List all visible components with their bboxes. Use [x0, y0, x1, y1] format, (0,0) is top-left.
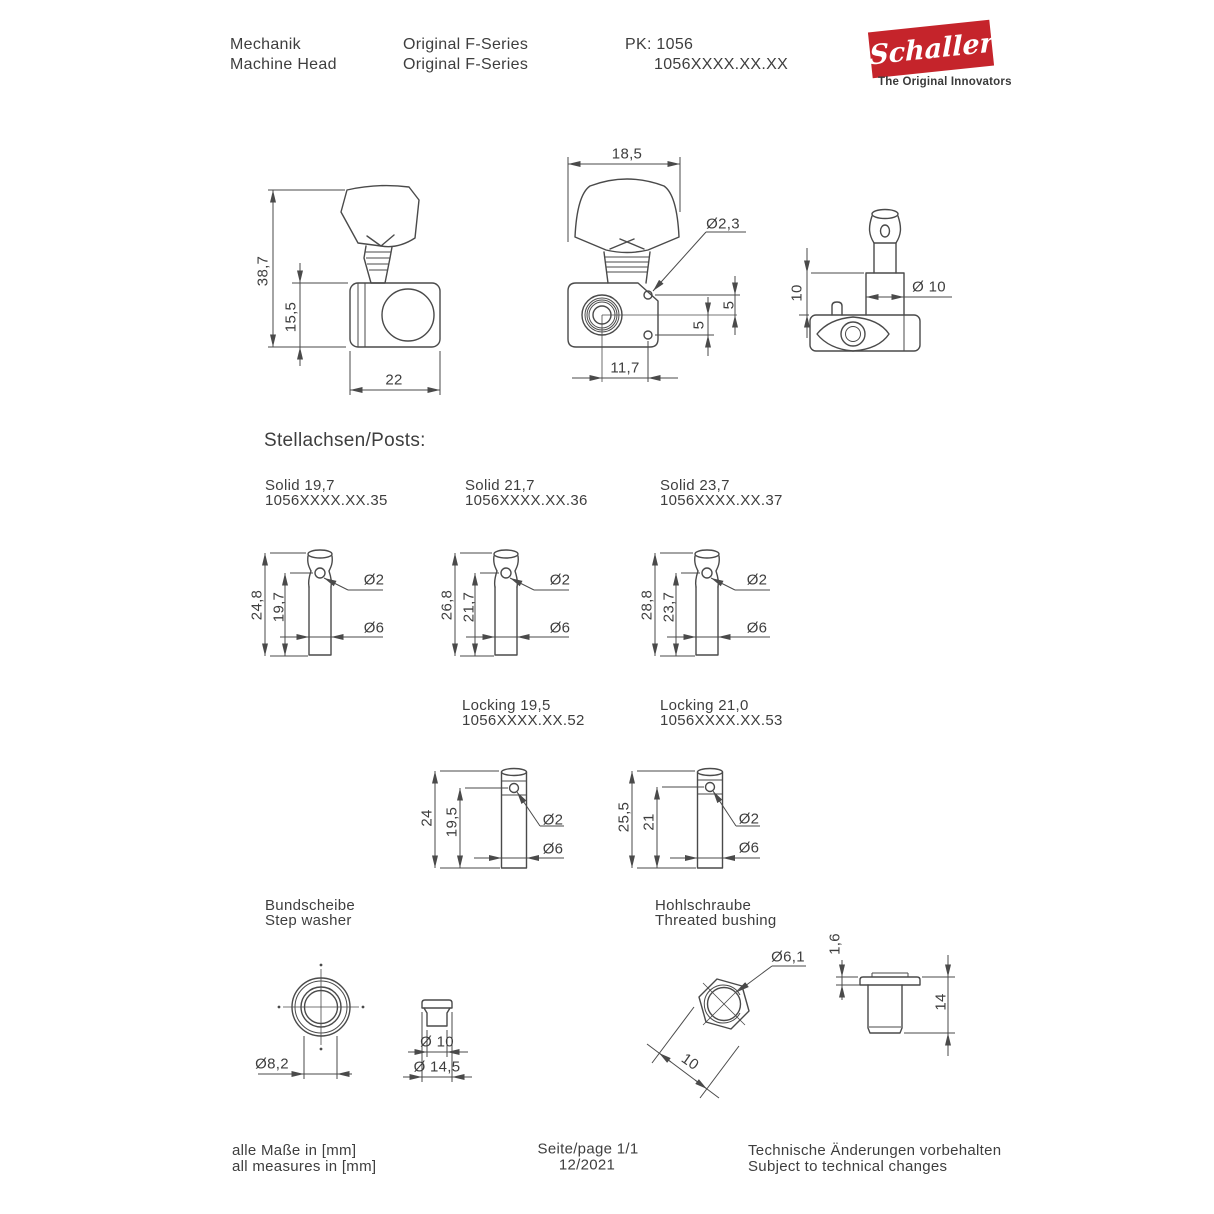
dim-body-width: 22: [385, 371, 403, 389]
solid-1-dim-post-dia: Ø6: [363, 619, 385, 637]
dim-hole-offset-upper: 5: [720, 300, 738, 310]
solid-post-2-code: 1056XXXX.XX.36: [465, 492, 588, 509]
footer-note-en: Subject to technical changes: [748, 1158, 948, 1175]
locking-post-1-name: Locking 19,5: [462, 697, 551, 714]
locking-1-dim-post-dia: Ø6: [542, 840, 564, 858]
dim-screw-hole-dia: Ø2,3: [706, 215, 740, 233]
solid-post-1-name: Solid 19,7: [265, 477, 335, 494]
pk-order-code: 1056XXXX.XX.XX: [654, 56, 789, 73]
series-en: Original F-Series: [403, 56, 529, 73]
locking-2-dim-overall: 25,5: [615, 801, 633, 833]
dim-overall-height: 38,7: [254, 255, 272, 287]
locking-post-2-name: Locking 21,0: [660, 697, 749, 714]
footer-units-de: alle Maße in [mm]: [232, 1142, 357, 1159]
dim-post-height: 10: [788, 284, 806, 302]
washer-name-en: Step washer: [265, 912, 352, 929]
solid-post-2-name: Solid 21,7: [465, 477, 535, 494]
brand-tagline: The Original Innovators: [878, 76, 1012, 88]
dim-post-dia: Ø 10: [912, 278, 946, 296]
title-en: Machine Head: [230, 56, 337, 73]
solid-3-dim-post-dia: Ø6: [746, 619, 768, 637]
pk-number: PK: 1056: [625, 36, 694, 53]
washer-dim-bore: Ø8,2: [255, 1055, 289, 1073]
solid-1-dim-overall: 24,8: [248, 589, 266, 621]
dim-hole-spacing: 11,7: [610, 359, 640, 377]
brand-wordmark: Schaller: [868, 26, 994, 72]
locking-1-dim-string-hole: Ø2: [542, 811, 564, 829]
dim-button-width: 18,5: [611, 145, 643, 163]
washer-dim-outer: Ø 14,5: [413, 1058, 461, 1076]
front-view-drawing: [568, 157, 746, 382]
washer-name-de: Bundscheibe: [265, 897, 356, 914]
bushing-dim-overall-height: 14: [932, 993, 950, 1011]
locking-post-1-code: 1056XXXX.XX.52: [462, 712, 585, 729]
solid-3-dim-string-hole: Ø2: [746, 571, 768, 589]
locking-post-2-code: 1056XXXX.XX.53: [660, 712, 783, 729]
dim-body-height: 15,5: [282, 301, 300, 333]
footer-date: 12/2021: [558, 1156, 616, 1174]
footer-units-en: all measures in [mm]: [232, 1158, 377, 1175]
footer-note-de: Technische Änderungen vorbehalten: [748, 1142, 1002, 1159]
solid-1-dim-to-hole: 19,7: [270, 591, 288, 623]
locking-2-dim-string-hole: Ø2: [738, 810, 760, 828]
solid-3-dim-to-hole: 23,7: [660, 591, 678, 623]
series-de: Original F-Series: [403, 36, 529, 53]
solid-3-dim-overall: 28,8: [638, 589, 656, 621]
title-de: Mechanik: [230, 36, 301, 53]
locking-1-dim-overall: 24: [418, 809, 436, 827]
locking-2-dim-post-dia: Ø6: [738, 839, 760, 857]
bushing-dim-bore: Ø6,1: [771, 948, 805, 966]
footer-page: Seite/page 1/1: [537, 1140, 639, 1158]
bushing-dim-flange-height: 1,6: [826, 933, 844, 955]
locking-1-dim-to-hole: 19,5: [443, 806, 461, 838]
solid-2-dim-overall: 26,8: [438, 589, 456, 621]
solid-post-3-name: Solid 23,7: [660, 477, 730, 494]
bushing-name-en: Threated bushing: [655, 912, 777, 929]
solid-2-dim-to-hole: 21,7: [460, 591, 478, 623]
solid-2-dim-string-hole: Ø2: [549, 571, 571, 589]
side-view-drawing: [268, 186, 440, 395]
solid-1-dim-string-hole: Ø2: [363, 571, 385, 589]
solid-post-3-code: 1056XXXX.XX.37: [660, 492, 783, 509]
solid-post-1-code: 1056XXXX.XX.35: [265, 492, 388, 509]
washer-dim-step: Ø 10: [420, 1033, 454, 1051]
bushing-name-de: Hohlschraube: [655, 897, 752, 914]
solid-2-dim-post-dia: Ø6: [549, 619, 571, 637]
bushing-dim-across-flats: 10: [678, 1050, 702, 1074]
posts-heading: Stellachsen/Posts:: [264, 430, 426, 451]
dim-hole-offset-lower: 5: [690, 320, 708, 330]
threaded-bushing-drawing: [647, 955, 955, 1098]
locking-2-dim-to-hole: 21: [640, 813, 658, 831]
